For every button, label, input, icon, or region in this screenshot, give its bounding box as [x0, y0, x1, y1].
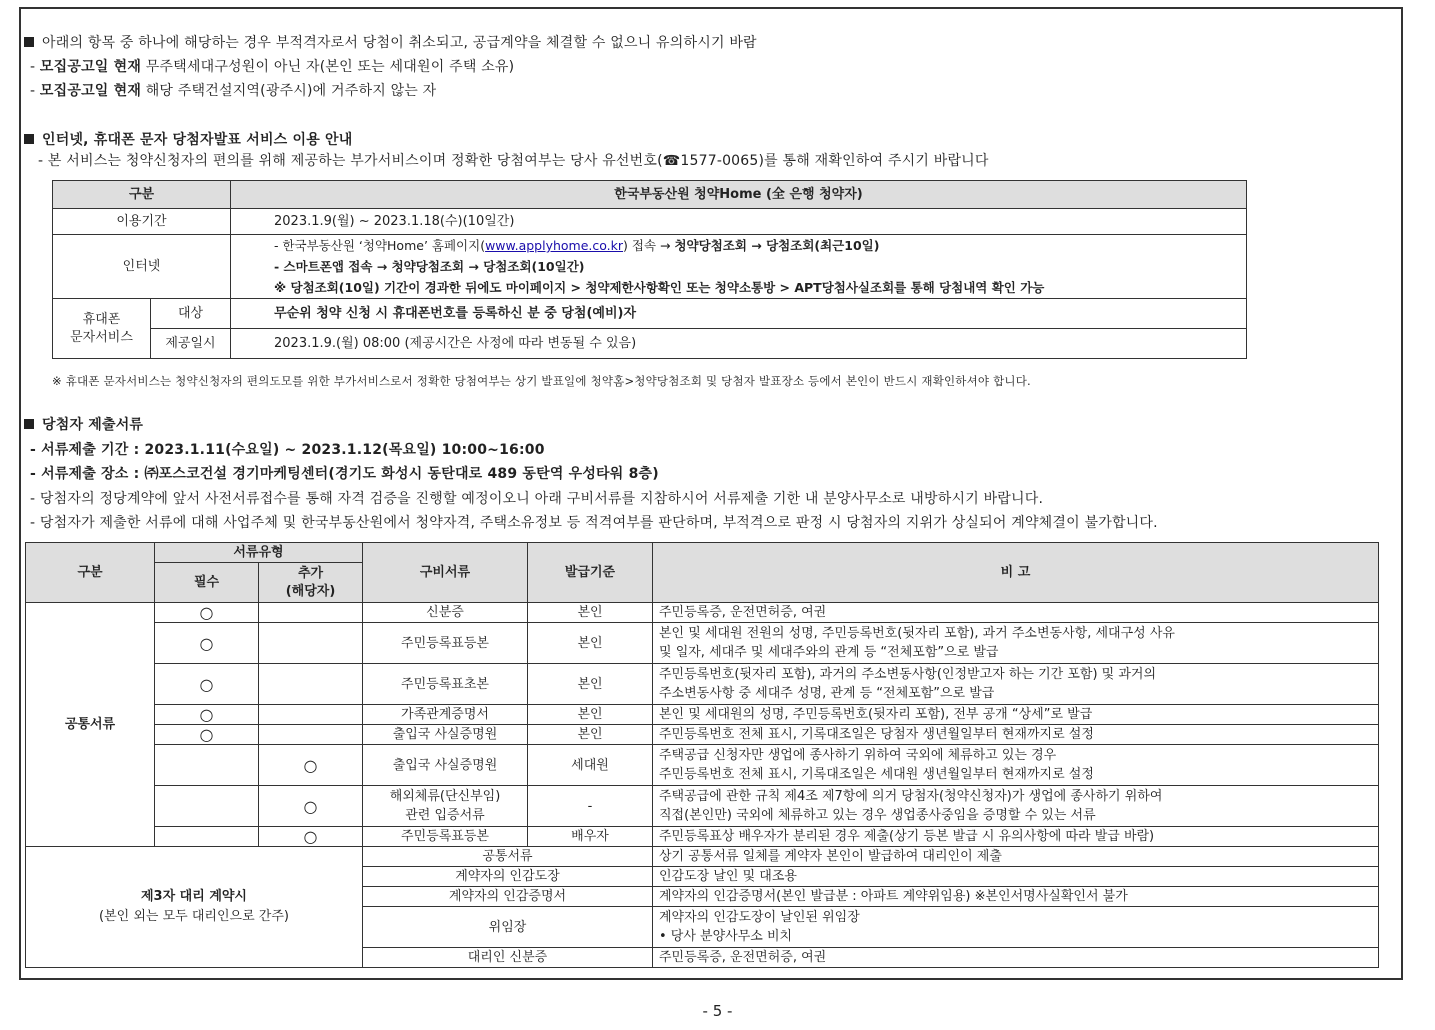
doc-issue: 본인: [528, 623, 653, 664]
doc-issue: 본인: [528, 603, 653, 623]
docs-heading: 당첨자 제출서류: [24, 416, 143, 434]
proxy-doc: 계약자의 인감도장: [363, 867, 653, 887]
doc-note: 주택공급 신청자만 생업에 종사하기 위하여 국외에 체류하고 있는 경우 주민등록번호 전체 표시, 기록대조일은 세대원 생년월일부터 현재까지로 설정: [653, 745, 1379, 786]
proxy-note: 상기 공통서류 일체를 계약자 본인이 발급하여 대리인이 제출: [653, 847, 1379, 867]
doc-name: 출입국 사실증명원: [363, 745, 528, 786]
t2-header-note: 비 고: [653, 543, 1379, 603]
proxy-doc: 공통서류: [363, 847, 653, 867]
intro-item-2: - 모집공고일 현재 해당 주택건설지역(광주시)에 거주하지 않는 자: [30, 83, 437, 99]
t2-header-extra: 추가 (해당자): [259, 563, 363, 603]
required-documents-table: [25, 542, 1379, 968]
extra-mark: ○: [259, 786, 363, 827]
required-mark: ○: [155, 623, 259, 664]
docs-period: - 서류제출 기간 : 2023.1.11(수요일) ~ 2023.1.12(목요일) 10:00~16:00: [30, 442, 545, 458]
t2-header-category: 구분: [26, 543, 155, 603]
doc-issue: 본인: [528, 664, 653, 705]
doc-issue: 본인: [528, 705, 653, 725]
doc-name: 출입국 사실증명원: [363, 725, 528, 745]
proxy-note: 주민등록증, 운전면허증, 여권: [653, 948, 1379, 968]
applyhome-link[interactable]: www.applyhome.co.kr: [485, 238, 624, 253]
t2-header-issue: 발급기준: [528, 543, 653, 603]
notice-heading: 인터넷, 휴대폰 문자 당첨자발표 서비스 이용 안내: [24, 131, 352, 149]
doc-note: 주택공급에 관한 규칙 제4조 제7항에 의거 당첨자(청약신청자)가 생업에 종사하기 위하여 직접(본인만) 국외에 체류하고 있는 경우 생업종사중임을 증명할 수 있는 서류: [653, 786, 1379, 827]
required-mark: ○: [155, 705, 259, 725]
t1-header-category: 구분: [53, 181, 231, 209]
doc-name: 주민등록표초본: [363, 664, 528, 705]
intro-heading: 아래의 항목 중 하나에 해당하는 경우 부적격자로서 당첨이 취소되고, 공급계약을 체결할 수 없으니 유의하시기 바람: [24, 34, 757, 52]
doc-issue: 배우자: [528, 827, 653, 847]
t2-header-type: 서류유형: [155, 543, 363, 563]
doc-note: 주민등록표상 배우자가 분리된 경우 제출(상기 등본 발급 시 유의사항에 따라 발급 바람): [653, 827, 1379, 847]
docs-line-1: - 당첨자의 정당계약에 앞서 사전서류접수를 통해 자격 검증을 진행할 예정이오니 아래 구비서류를 지참하시어 서류제출 기한 내 분양사무소로 내방하시기 바랍니다.: [30, 491, 1044, 507]
proxy-doc: 대리인 신분증: [363, 948, 653, 968]
notice-desc: - 본 서비스는 청약신청자의 편의를 위해 제공하는 부가서비스이며 정확한 당첨여부는 당사 유선번호(☎1577-0065)를 통해 재확인하여 주시기 바랍니다: [38, 153, 989, 169]
period-value: 2023.1.9(월) ~ 2023.1.18(수)(10일간): [231, 209, 1247, 235]
target-value: 무순위 청약 신청 시 휴대폰번호를 등록하신 분 중 당첨(예비)자: [231, 299, 1247, 329]
proxy-doc: 위임장: [363, 907, 653, 948]
extra-mark: ○: [259, 827, 363, 847]
doc-name: 주민등록표등본: [363, 827, 528, 847]
common-docs-label: 공통서류: [26, 603, 155, 847]
doc-issue: 세대원: [528, 745, 653, 786]
doc-note: 본인 및 세대원 전원의 성명, 주민등록번호(뒷자리 포함), 과거 주소변동사항, 세대구성 사유 및 일자, 세대주 및 세대주와의 관계 등 “전체포함”으로 발급: [653, 623, 1379, 664]
sms-service-table: [52, 180, 1247, 359]
proxy-note: 계약자의 인감도장이 날인된 위임장 • 당사 분양사무소 비치: [653, 907, 1379, 948]
proxy-doc: 계약자의 인감증명서: [363, 887, 653, 907]
period-label: 이용기간: [53, 209, 231, 235]
proxy-note: 계약자의 인감증명서(본인 발급분 : 아파트 계약위임용) ※본인서명사실확인서 불가: [653, 887, 1379, 907]
notice-footnote: ※ 휴대폰 문자서비스는 청약신청자의 편의도모를 위한 부가서비스로서 정확한 당첨여부는 상기 발표일에 청약홈>청약당첨조회 및 당첨자 발표장소 등에서 본인이 반드시 재확인하셔야 합니다.: [52, 374, 1031, 388]
sms-label: 휴대폰 문자서비스: [53, 299, 151, 359]
t2-header-doc: 구비서류: [363, 543, 528, 603]
doc-name: 신분증: [363, 603, 528, 623]
doc-note: 주민등록증, 운전면허증, 여권: [653, 603, 1379, 623]
internet-label: 인터넷: [53, 235, 231, 299]
t2-header-required: 필수: [155, 563, 259, 603]
doc-name: 해외체류(단신부임) 관련 입증서류: [363, 786, 528, 827]
square-bullet-icon: [24, 134, 34, 144]
required-mark: ○: [155, 603, 259, 623]
doc-name: 주민등록표등본: [363, 623, 528, 664]
time-label: 제공일시: [151, 329, 231, 359]
target-label: 대상: [151, 299, 231, 329]
docs-place: - 서류제출 장소 : ㈜포스코건설 경기마케팅센터(경기도 화성시 동탄대로 489 동탄역 우성타워 8층): [30, 466, 659, 482]
doc-note: 본인 및 세대원의 성명, 주민등록번호(뒷자리 포함), 전부 공개 “상세”로 발급: [653, 705, 1379, 725]
page-number: - 5 -: [702, 1002, 733, 1020]
square-bullet-icon: [24, 37, 34, 47]
doc-note: 주민등록번호(뒷자리 포함), 과거의 주소변동사항(인정받고자 하는 기간 포함) 및 과거의 주소변동사항 중 세대주 성명, 관계 등 “전체포함”으로 발급: [653, 664, 1379, 705]
proxy-label: 제3자 대리 계약시 (본인 외는 모두 대리인으로 간주): [26, 847, 363, 968]
required-mark: ○: [155, 664, 259, 705]
extra-mark: ○: [259, 745, 363, 786]
square-bullet-icon: [24, 419, 34, 429]
internet-cell: - 한국부동산원 ‘청약Home’ 홈페이지(www.applyhome.co.kr) 접속 → 청약당첨조회 → 당첨조회(최근10일) - 스마트폰앱 접속 → 청약당첨조회 → 당첨조회(10일간) ※ 당첨조회(10일) 기간이 경과한 뒤에도 마이페이지 > 청약제한사항확인 또는 청약소통방 > APT당첨사실조회를 통해 당첨내역 확인 가능: [231, 235, 1247, 299]
t1-header-service: 한국부동산원 청약Home (全 은행 청약자): [231, 181, 1247, 209]
proxy-note: 인감도장 날인 및 대조용: [653, 867, 1379, 887]
doc-issue: -: [528, 786, 653, 827]
doc-note: 주민등록번호 전체 표시, 기록대조일은 당첨자 생년월일부터 현재까지로 설정: [653, 725, 1379, 745]
doc-name: 가족관계증명서: [363, 705, 528, 725]
docs-line-2: - 당첨자가 제출한 서류에 대해 사업주체 및 한국부동산원에서 청약자격, 주택소유정보 등 적격여부를 판단하며, 부적격으로 판정 시 당첨자의 지위가 상실되어 계약체결이 불가합니다.: [30, 515, 1158, 531]
intro-item-1: - 모집공고일 현재 무주택세대구성원이 아닌 자(본인 또는 세대원이 주택 소유): [30, 59, 515, 75]
doc-issue: 본인: [528, 725, 653, 745]
time-value: 2023.1.9.(월) 08:00 (제공시간은 사정에 따라 변동될 수 있음): [231, 329, 1247, 359]
required-mark: ○: [155, 725, 259, 745]
